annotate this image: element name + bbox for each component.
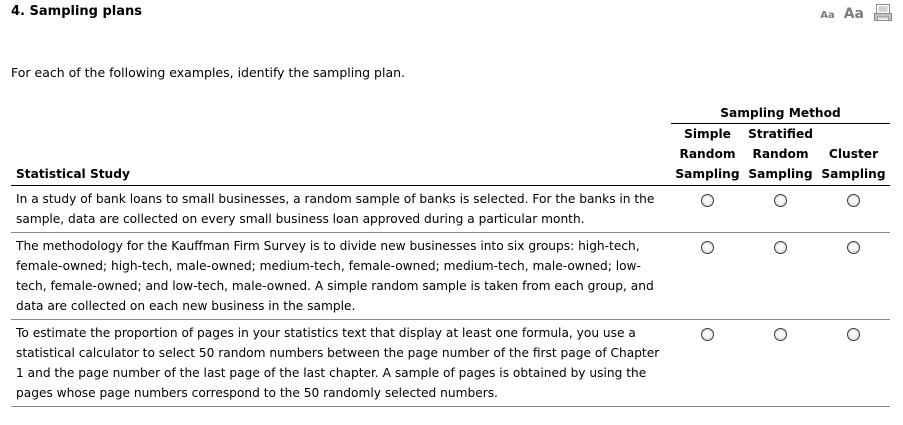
- column-header-line: Random: [752, 147, 809, 161]
- study-text: The methodology for the Kauffman Firm Survey is to divide new businesses into six groups: high-tech, female-owned; high-tech, male-owned; medium-tech, female-owned; medium-tech, male-owned; low-tech, female-owned; and low-tech, male-owned. A simple random sample is taken from each group, and data are collected on each new business in the sample.: [11, 233, 671, 320]
- study-text: In a study of bank loans to small businesses, a random sample of banks is selected. For the banks in the sample, data are collected on every small business loan approved during a particular month.: [11, 186, 671, 233]
- column-header-line: Simple: [684, 127, 731, 141]
- statistical-study-header: Statistical Study: [11, 124, 671, 186]
- column-header-line: Cluster: [828, 147, 879, 161]
- column-header-line: Sampling: [675, 167, 740, 181]
- header-spacer: [11, 103, 671, 124]
- sampling-plans-table: [11, 103, 890, 407]
- instructions: For each of the following examples, identify the sampling plan.: [11, 65, 406, 80]
- column-header-cluster: [817, 124, 890, 186]
- table-row: [11, 320, 890, 407]
- radio-row2-simple-random[interactable]: [701, 241, 714, 254]
- column-header-simple-random: [671, 124, 744, 186]
- radio-row2-cluster[interactable]: [847, 241, 860, 254]
- question-title: 4. Sampling plans: [11, 4, 143, 19]
- table-row: [11, 186, 890, 233]
- column-header-line: Random: [679, 147, 736, 161]
- header-row-group: [11, 103, 890, 124]
- radio-row1-simple-random[interactable]: [701, 194, 714, 207]
- toolbar: [820, 3, 893, 23]
- radio-row3-cluster[interactable]: [847, 328, 860, 341]
- table-row: [11, 233, 890, 320]
- column-header-stratified-random: [744, 124, 817, 186]
- header-row-columns: [11, 124, 890, 186]
- radio-row1-cluster[interactable]: [847, 194, 860, 207]
- radio-row1-stratified-random[interactable]: [774, 194, 787, 207]
- print-icon[interactable]: [873, 3, 893, 23]
- sampling-method-header: Sampling Method: [671, 103, 890, 124]
- radio-row3-simple-random[interactable]: [701, 328, 714, 341]
- column-header-line: Sampling: [821, 167, 886, 181]
- radio-row3-stratified-random[interactable]: [774, 328, 787, 341]
- study-text: To estimate the proportion of pages in your statistics text that display at least one formula, you use a statistical calculator to select 50 random numbers between the page number of the first page of Chapter 1 and the page number of the last page of the last chapter. A sample of pages is obtained by using the pages whose page numbers correspond to the 50 randomly selected numbers.: [11, 320, 671, 407]
- column-header-line: Sampling: [748, 167, 813, 181]
- font-size-large-button[interactable]: Aa: [843, 6, 864, 22]
- font-size-small-button[interactable]: Aa: [820, 10, 835, 21]
- column-header-line: Stratified: [748, 127, 813, 141]
- radio-row2-stratified-random[interactable]: [774, 241, 787, 254]
